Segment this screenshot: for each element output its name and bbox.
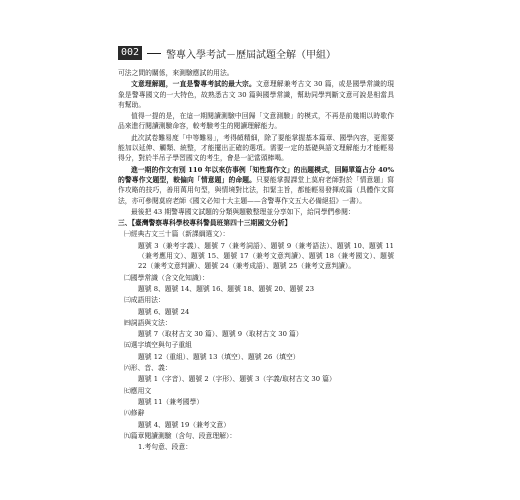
paragraph-emphasis: 進一期的作文有別 110 年以來仿事例「知性寫作文」的出題模式，回歸單篇占分 40%的警專作文題型，較偏向「情意題」的命題。 [118, 165, 394, 184]
page-body [118, 68, 394, 453]
category-label: ㈣詞語與文法： [124, 318, 172, 327]
paragraph-emphasis: 文意理解題，一直是警專考試的最大宗。 [131, 80, 256, 89]
intro-paragraphs [118, 68, 394, 217]
category-detail: 題號 7（取材古文 30 篇）、題號 9（取材古文 30 篇） [138, 330, 303, 339]
category-label: ㈢成語用法： [124, 296, 165, 305]
category-detail: 題號 12（重組）、題號 13（填空）、題號 26（填空） [138, 352, 300, 361]
page-header [118, 45, 418, 61]
category-detail: 題號 1（字音）、題號 2（字形）、題號 3（字義/取材古文 30 篇） [138, 375, 336, 384]
category-label: ㈦應用文 [124, 386, 152, 395]
page-number: 002 [118, 46, 142, 60]
paragraph: 此次試卷難易度「中等難易」，考得頗精細，除了要能掌握基本篇章、國學內容，更需要能加以延伸、觸類、統整，才能擺出正確的選項。需要一定的基礎與語文理解能力才能輕易得分，對於半吊子學習國文的考生，會是一記當頭棒喝。 [118, 133, 394, 163]
category-detail: 題號 6、題號 24 [138, 307, 190, 316]
section-title: 三、【臺灣警察專科學校專科警員班第四十三期國文分析】 [118, 219, 292, 228]
paragraph: 最後把 43 期警專國文試題的分類與題數整理並分享如下，給同學們參閱： [131, 207, 355, 216]
paragraph: 值得一提的是，在這一期閱讀測驗中回歸「文意測驗」的模式，不再是前幾期以時歌作品來進行閱讀測驗命容，較考驗考生的閱讀理解能力。 [118, 112, 394, 131]
paragraph: 進一期的作文有別 110 年以來仿事例「知性寫作文」的出題模式，回歸單篇占分 40%的警專作文題型，較偏向「情意題」的命題。只要能掌握課堂上莫府老師對於「情意題」寫作攻略的技巧，善用萬用句型，與情境對比法，扣緊主旨，都能輕易發揮成篇（具體作文寫法，亦可參閱莫府老師《國文必知十大主題——含警專作文五大必備絕招》一書）。 [118, 165, 395, 205]
category-detail: 1.考句意、段意： [138, 443, 193, 452]
category-detail: 題號 3（兼考字義）、題號 7（兼考詞語）、題號 9（兼考語法）、題號 10、題號 11（兼考應用文）、題號 15、題號 17（兼考文意判讀）、題號 18（兼考國文）、題號 22（兼考文意判讀）、題號 24（兼考成語）、題號 25（兼考文意判讀）。 [138, 241, 394, 271]
category-label: ㈧修辭 [124, 409, 145, 418]
header-title: 警專入學考試－歷屆試題全解（甲組） [166, 49, 337, 61]
category-label: ㈤選字填空與句子重組 [124, 341, 192, 350]
paragraph: 文意理解題，一直是警專考試的最大宗。文意理解兼考古文 30 篇，或是國學常識的現象是警專國文的一大特色，故熟悉古文 30 篇與國學常識，幫助同學判斷文意可說是相當具有幫助。 [118, 80, 394, 109]
category-detail: 題號 4、題號 19（兼考文意） [138, 420, 231, 429]
category-detail: 題號 8、題號 14、題號 16、題號 18、題號 20、題號 23 [138, 284, 315, 293]
category-label: ㈡國學常識（含文化知識）： [124, 273, 209, 282]
category-label: ㈠經典古文三十篇（新課綱選文）： [124, 230, 230, 239]
header-rule [147, 53, 161, 54]
category-list [118, 229, 394, 452]
paragraph: 可法之間的關係，來測驗應試的用法。 [118, 69, 234, 77]
category-detail: 題號 11（兼考國學） [138, 397, 204, 406]
category-label: ㈥形、音、義： [124, 364, 172, 373]
category-label: ㈨篇章閱讀測驗（含句、段意理解）： [124, 431, 237, 440]
